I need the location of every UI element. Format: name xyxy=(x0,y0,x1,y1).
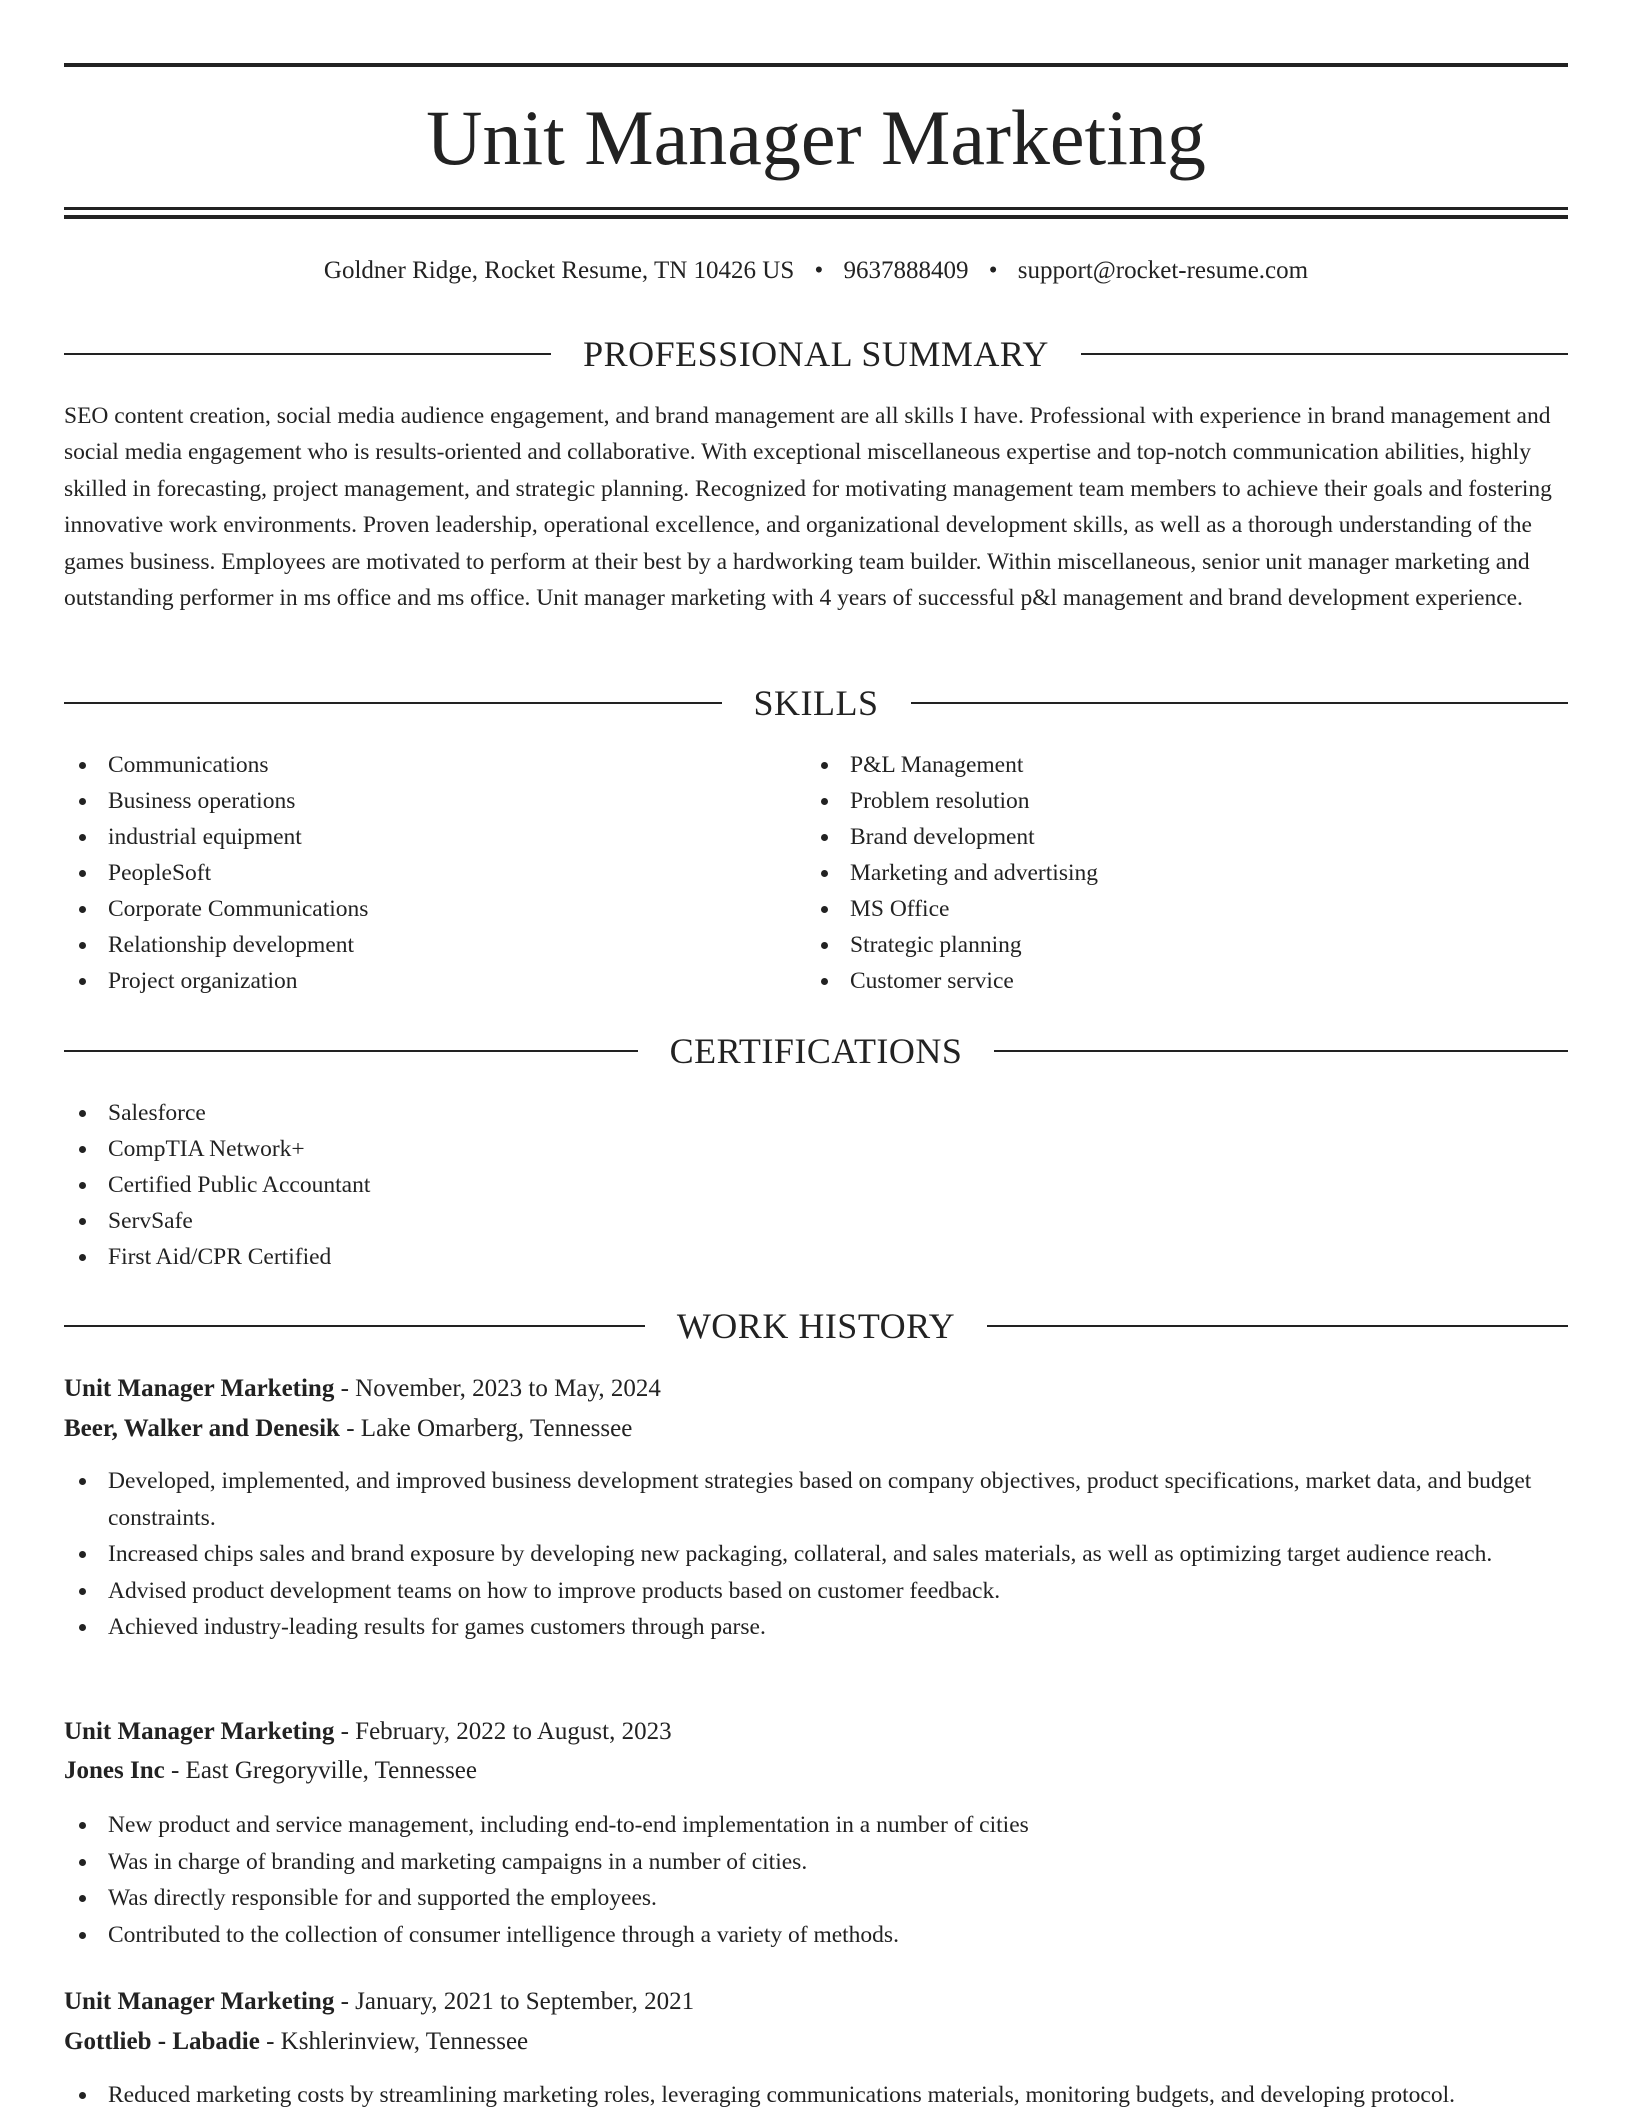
skill-item: Brand development xyxy=(806,819,1098,855)
certification-item: ServSafe xyxy=(64,1203,370,1239)
skill-item: PeopleSoft xyxy=(64,855,368,891)
job-company: Jones Inc xyxy=(64,1757,165,1784)
certification-item: CompTIA Network+ xyxy=(64,1131,370,1167)
contact-separator: • xyxy=(988,257,998,284)
job-bullet-list xyxy=(64,1807,1568,1953)
job-dates: - February, 2022 to August, 2023 xyxy=(334,1718,672,1745)
certifications-section-header xyxy=(64,1029,1568,1073)
job-location: - East Gregoryville, Tennessee xyxy=(164,1757,477,1784)
skills-section-header xyxy=(64,681,1568,725)
section-title: PROFESSIONAL SUMMARY xyxy=(583,334,1049,374)
contact-separator: • xyxy=(814,257,824,284)
skill-item: Corporate Communications xyxy=(64,891,368,927)
job-bullet-list xyxy=(64,2077,1568,2114)
job-dates: - November, 2023 to May, 2024 xyxy=(334,1375,661,1402)
divider-line xyxy=(994,1050,1568,1052)
section-title: SKILLS xyxy=(753,683,879,723)
certifications-list xyxy=(64,1095,370,1275)
job-bullet: Advised product development teams on how to improve products based on customer feedback. xyxy=(64,1573,1568,1610)
job-title: Unit Manager Marketing xyxy=(64,1718,335,1745)
work-history-section-header xyxy=(64,1304,1568,1348)
job-bullet: Increased chips sales and brand exposure by developing new packaging, collateral, and sales materials, as well as optimizing target audience reach. xyxy=(64,1536,1568,1573)
skill-item: industrial equipment xyxy=(64,819,368,855)
skill-item: Communications xyxy=(64,747,368,783)
job-bullet: Achieved industry-leading results for games customers through parse. xyxy=(64,1609,1568,1646)
name-rule-upper xyxy=(64,207,1568,210)
skills-list-left xyxy=(64,747,368,999)
candidate-name: Unit Manager Marketing xyxy=(426,94,1206,181)
certification-item: First Aid/CPR Certified xyxy=(64,1239,370,1275)
job-bullet: Developed, implemented, and improved business development strategies based on company objectives, product specifications, market data, and budget constraints. xyxy=(64,1463,1568,1536)
job-title-line xyxy=(64,1985,694,2019)
skill-item: Problem resolution xyxy=(806,783,1098,819)
section-title: WORK HISTORY xyxy=(676,1306,956,1346)
skill-item: P&L Management xyxy=(806,747,1098,783)
skill-item: Strategic planning xyxy=(806,927,1098,963)
name-rule-lower xyxy=(64,215,1568,219)
divider-line xyxy=(64,702,722,704)
job-title-line xyxy=(64,1372,661,1406)
job-title: Unit Manager Marketing xyxy=(64,1375,335,1402)
contact-line xyxy=(64,255,1568,287)
certification-item: Certified Public Accountant xyxy=(64,1167,370,1203)
skill-item: Business operations xyxy=(64,783,368,819)
divider-line xyxy=(911,702,1569,704)
top-rule xyxy=(64,63,1568,67)
contact-phone: 9637888409 xyxy=(843,257,969,284)
skill-item: Customer service xyxy=(806,963,1098,999)
job-company-line xyxy=(64,1754,477,1788)
job-company-line xyxy=(64,2025,528,2059)
divider-line xyxy=(64,1050,638,1052)
skills-list-right xyxy=(806,747,1098,999)
job-bullet: New product and service management, including end-to-end implementation in a number of cities xyxy=(64,1807,1568,1844)
summary-section-header xyxy=(64,332,1568,376)
contact-email: support@rocket-resume.com xyxy=(1017,257,1309,284)
job-company-line xyxy=(64,1412,632,1446)
job-bullet: Reduced marketing costs by streamlining marketing roles, leveraging communications materials, monitoring budgets, and developing protocol. xyxy=(64,2077,1568,2114)
job-dates: - January, 2021 to September, 2021 xyxy=(334,1988,695,2015)
job-title-line xyxy=(64,1715,672,1749)
job-bullet: Contributed to the collection of consumer intelligence through a variety of methods. xyxy=(64,1917,1568,1954)
summary-text: SEO content creation, social media audience engagement, and brand management are all skills I have. Professional with experience in brand management and social media engagement who is results-oriented and collaborative. With exceptional miscellaneous expertise and top-notch communication abilities, highly skilled in forecasting, project management, and strategic planning. Recognized for motivating management team members to achieve their goals and fostering innovative work environments. Proven leadership, operational excellence, and organizational development skills, as well as a thorough understanding of the games business. Employees are motivated to perform at their best by a hardworking team builder. Within miscellaneous, senior unit manager marketing and outstanding performer in ms office and ms office. Unit manager marketing with 4 years of successful p&l management and brand development experience. xyxy=(64,403,1552,612)
divider-line xyxy=(64,353,551,355)
job-company: Beer, Walker and Denesik xyxy=(64,1415,340,1442)
skill-item: Project organization xyxy=(64,963,368,999)
job-company: Gottlieb - Labadie xyxy=(64,2028,260,2055)
skill-item: Marketing and advertising xyxy=(806,855,1098,891)
divider-line xyxy=(1081,353,1568,355)
skill-item: MS Office xyxy=(806,891,1098,927)
skill-item: Relationship development xyxy=(64,927,368,963)
job-title: Unit Manager Marketing xyxy=(64,1988,335,2015)
contact-address: Goldner Ridge, Rocket Resume, TN 10426 US xyxy=(323,257,795,284)
job-bullet: Was in charge of branding and marketing campaigns in a number of cities. xyxy=(64,1844,1568,1881)
job-bullet-list xyxy=(64,1463,1568,1646)
divider-line xyxy=(987,1325,1568,1327)
certification-item: Salesforce xyxy=(64,1095,370,1131)
job-bullet: Was directly responsible for and supported the employees. xyxy=(64,1880,1568,1917)
section-title: CERTIFICATIONS xyxy=(669,1031,963,1071)
job-location: - Lake Omarberg, Tennessee xyxy=(339,1415,633,1442)
divider-line xyxy=(64,1325,645,1327)
job-location: - Kshlerinview, Tennessee xyxy=(259,2028,529,2055)
